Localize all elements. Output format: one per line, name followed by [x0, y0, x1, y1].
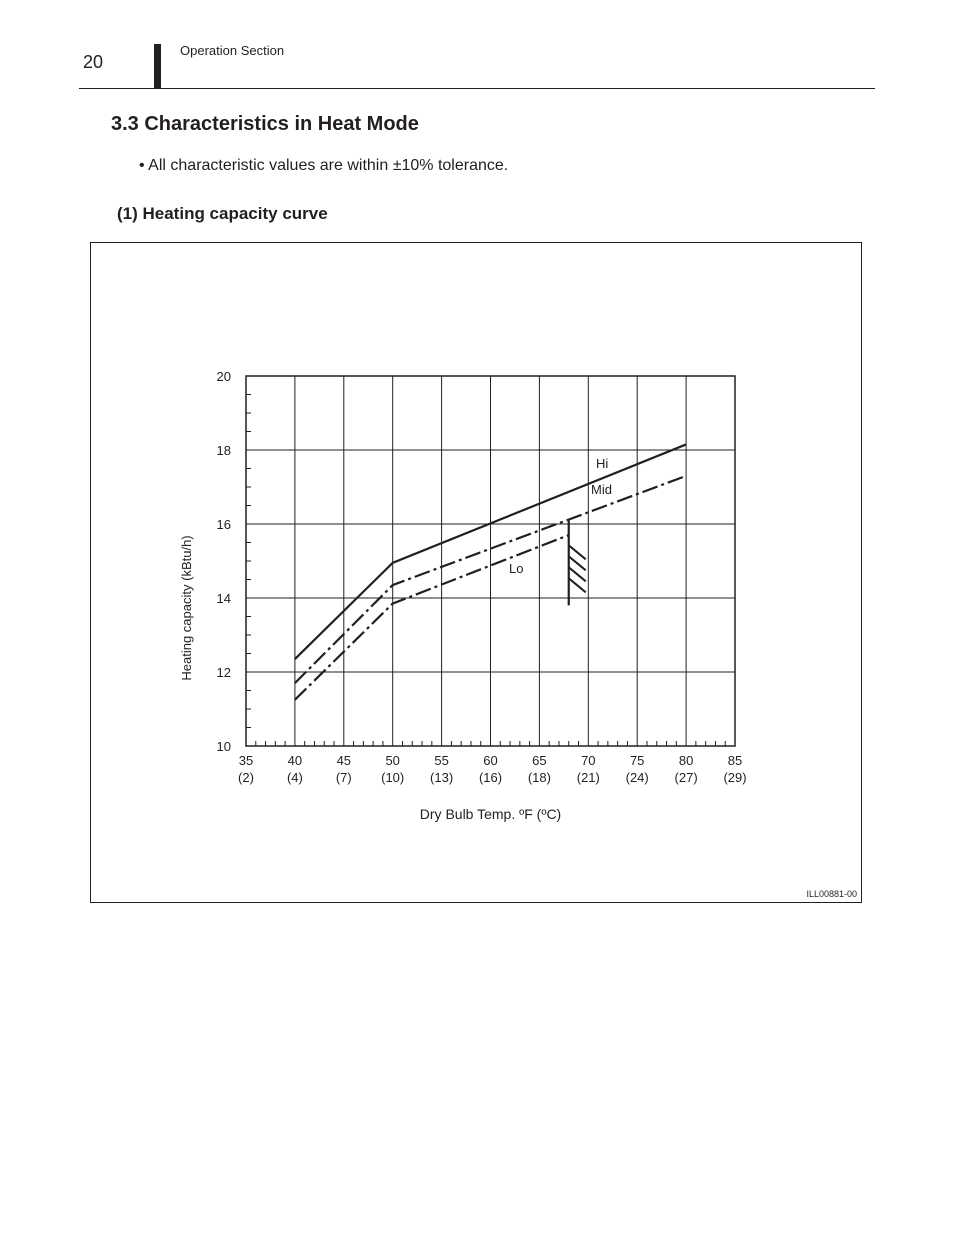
figure-code: ILL00881-00	[806, 889, 857, 899]
x-tick-label: 35	[238, 753, 254, 768]
x-tick-label-celsius: (7)	[335, 770, 352, 785]
section-title: 3.3 Characteristics in Heat Mode	[111, 113, 419, 135]
figure-frame	[90, 242, 862, 903]
y-tick-label: 16	[216, 517, 231, 532]
x-tick-label-celsius: (24)	[625, 770, 649, 785]
x-tick-label-celsius: (16)	[478, 770, 503, 785]
x-tick-label: 60	[483, 753, 498, 768]
tolerance-note: • All characteristic values are within ±10% tolerance.	[139, 157, 509, 174]
x-tick-label: 80	[678, 753, 694, 768]
header-bar	[154, 44, 161, 88]
x-axis-label: Dry Bulb Temp. ºF (ºC)	[419, 806, 562, 822]
x-tick-label: 85	[727, 753, 743, 768]
x-tick-label-celsius: (18)	[527, 770, 551, 785]
heating-capacity-chart	[91, 243, 861, 902]
y-tick-label: 12	[216, 665, 231, 680]
x-tick-label: 70	[581, 753, 596, 768]
series-label-mid: Mid	[591, 482, 612, 497]
x-tick-label-celsius: (21)	[576, 770, 600, 785]
x-tick-label-celsius: (10)	[381, 770, 405, 785]
x-tick-label-celsius: (27)	[674, 770, 698, 785]
subsection-title: (1) Heating capacity curve	[117, 204, 328, 223]
x-tick-label: 55	[434, 753, 449, 768]
y-tick-label: 10	[216, 739, 231, 754]
x-tick-label: 45	[336, 753, 352, 768]
x-tick-label: 50	[385, 753, 400, 768]
x-tick-label-celsius: (13)	[430, 770, 454, 785]
header-rule	[79, 88, 875, 89]
series-label-lo: Lo	[509, 561, 524, 576]
x-tick-label: 40	[287, 753, 303, 768]
y-tick-label: 14	[216, 591, 231, 606]
page-number: 20	[83, 52, 104, 72]
x-tick-label-celsius: (2)	[238, 770, 254, 785]
y-tick-label: 18	[216, 443, 231, 458]
x-tick-label-celsius: (29)	[723, 770, 747, 785]
y-tick-label: 20	[216, 369, 231, 384]
x-tick-label-celsius: (4)	[286, 770, 303, 785]
section-label: Operation Section	[180, 43, 285, 58]
series-label-hi: Hi	[596, 456, 609, 471]
x-tick-label: 75	[629, 753, 645, 768]
x-tick-label: 65	[532, 753, 547, 768]
y-axis-label: Heating capacity (kBtu/h)	[179, 535, 194, 681]
